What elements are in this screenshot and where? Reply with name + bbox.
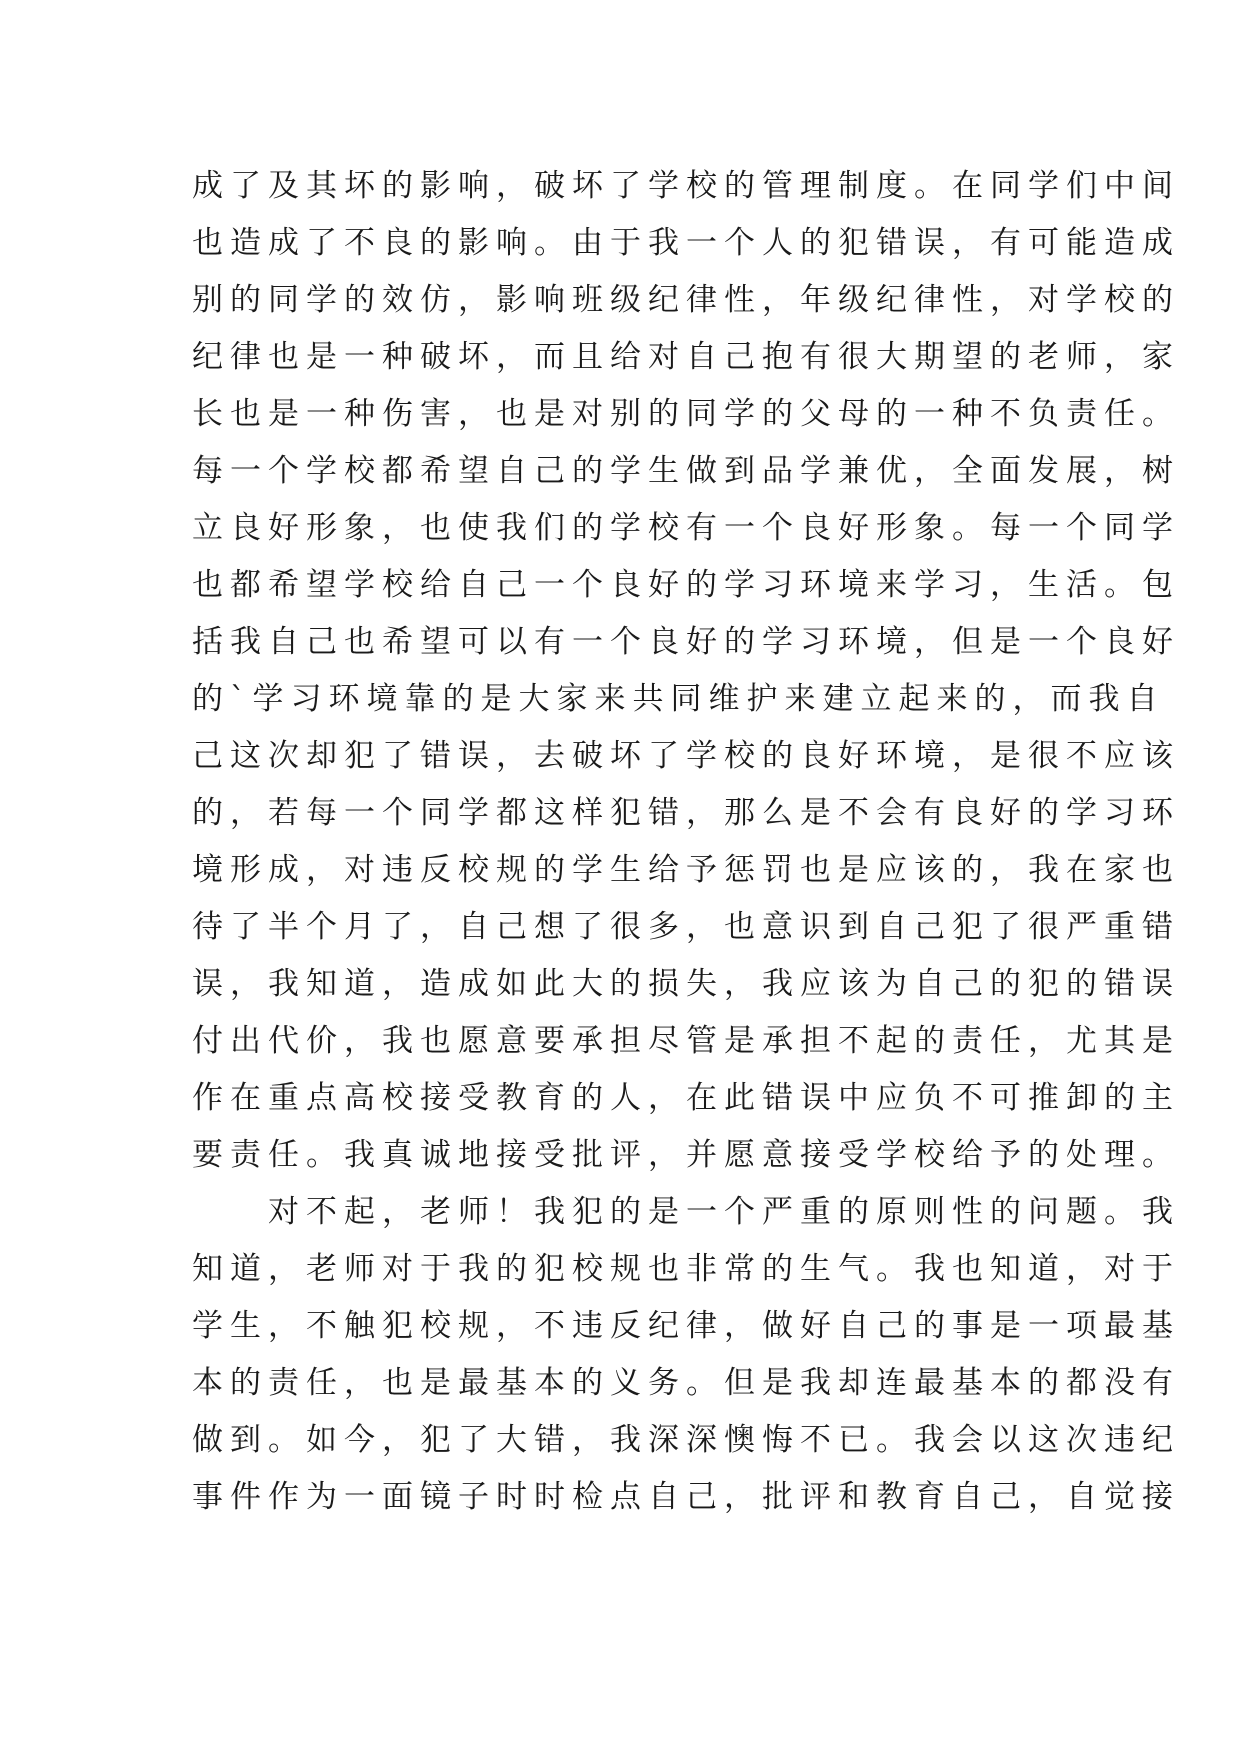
text-line-10: 的`学习环境靠的是大家来共同维护来建立起来的，而我自 bbox=[192, 681, 1165, 717]
text-line-12: 的，若每一个同学都这样犯错，那么是不会有良好的学习环 bbox=[192, 795, 1180, 831]
text-line-23: 做到。如今，犯了大错，我深深懊悔不已。我会以这次违纪 bbox=[192, 1422, 1180, 1458]
text-line-15: 误，我知道，造成如此大的损失，我应该为自己的犯的错误 bbox=[192, 966, 1180, 1002]
text-line-14: 待了半个月了，自己想了很多，也意识到自己犯了很严重错 bbox=[192, 909, 1180, 945]
text-line-11: 己这次却犯了错误，去破坏了学校的良好环境，是很不应该 bbox=[192, 738, 1180, 774]
text-line-22: 本的责任，也是最基本的义务。但是我却连最基本的都没有 bbox=[192, 1365, 1180, 1401]
text-line-8: 也都希望学校给自己一个良好的学习环境来学习，生活。包 bbox=[192, 567, 1180, 603]
text-line-6: 每一个学校都希望自己的学生做到品学兼优，全面发展，树 bbox=[192, 453, 1180, 489]
text-line-16: 付出代价，我也愿意要承担尽管是承担不起的责任，尤其是 bbox=[192, 1023, 1180, 1059]
text-line-24: 事件作为一面镜子时时检点自己，批评和教育自己，自觉接 bbox=[192, 1479, 1180, 1515]
text-line-13: 境形成，对违反校规的学生给予惩罚也是应该的，我在家也 bbox=[192, 852, 1180, 888]
text-line-5: 长也是一种伤害，也是对别的同学的父母的一种不负责任。 bbox=[192, 396, 1180, 432]
text-line-9: 括我自己也希望可以有一个良好的学习环境，但是一个良好 bbox=[192, 624, 1180, 660]
text-line-2: 也造成了不良的影响。由于我一个人的犯错误，有可能造成 bbox=[192, 225, 1180, 261]
text-line-1: 成了及其坏的影响，破坏了学校的管理制度。在同学们中间 bbox=[192, 168, 1180, 204]
text-line-18: 要责任。我真诚地接受批评，并愿意接受学校给予的处理。 bbox=[192, 1137, 1180, 1173]
text-line-3: 别的同学的效仿，影响班级纪律性，年级纪律性，对学校的 bbox=[192, 282, 1180, 318]
text-line-19: 对不起，老师！我犯的是一个严重的原则性的问题。我 bbox=[192, 1194, 1180, 1230]
text-line-7: 立良好形象，也使我们的学校有一个良好形象。每一个同学 bbox=[192, 510, 1180, 546]
text-line-21: 学生，不触犯校规，不违反纪律，做好自己的事是一项最基 bbox=[192, 1308, 1180, 1344]
text-line-17: 作在重点高校接受教育的人，在此错误中应负不可推卸的主 bbox=[192, 1080, 1180, 1116]
text-line-4: 纪律也是一种破坏，而且给对自己抱有很大期望的老师，家 bbox=[192, 339, 1180, 375]
body-text bbox=[192, 158, 1180, 1526]
text-line-20: 知道，老师对于我的犯校规也非常的生气。我也知道，对于 bbox=[192, 1251, 1180, 1287]
